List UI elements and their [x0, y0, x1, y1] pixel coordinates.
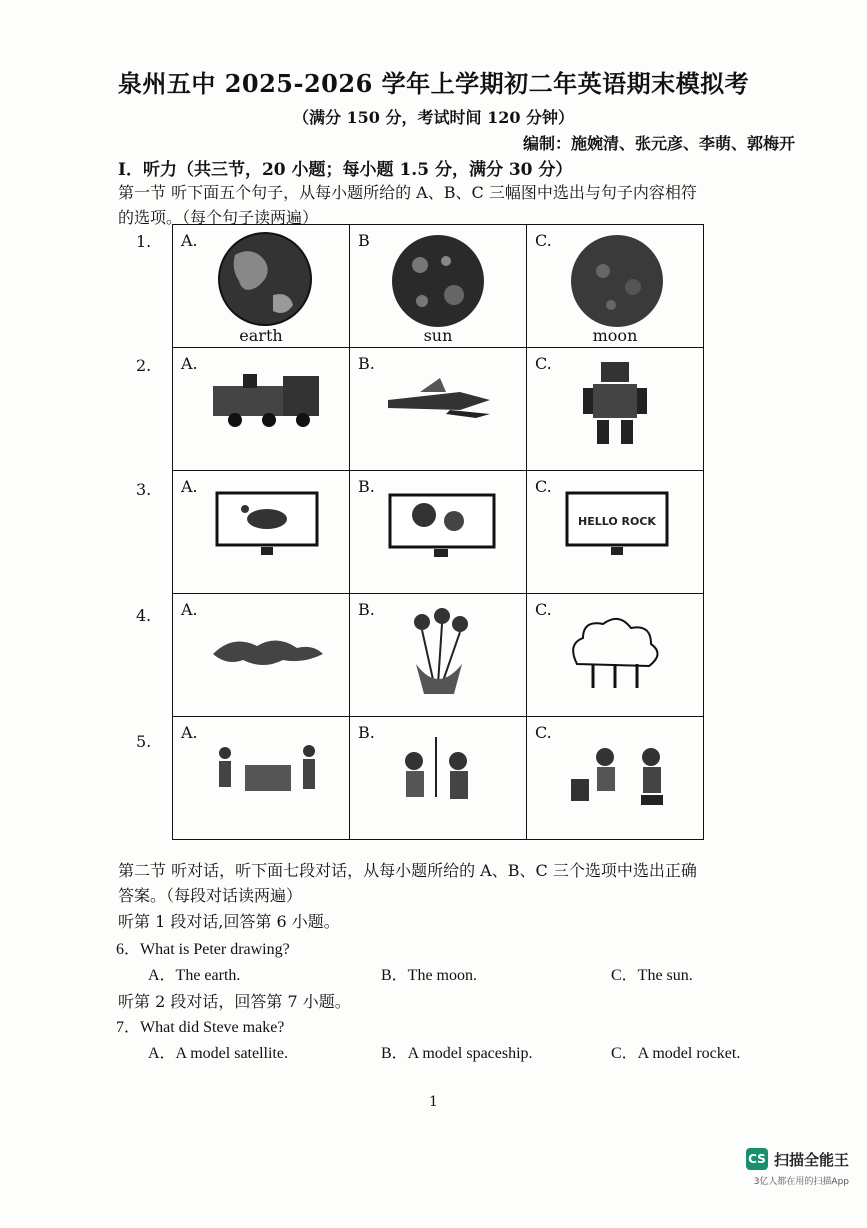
question-6: 6．What is Peter drawing? — [116, 941, 290, 958]
q7-choice-b[interactable]: B．A model spaceship. — [381, 1045, 533, 1062]
option-cell[interactable] — [527, 594, 704, 717]
option-letter: C. — [535, 600, 552, 619]
dragon-cloud-icon — [173, 594, 349, 716]
q6-choice-a[interactable]: A．The earth. — [148, 967, 241, 984]
planet-screen-icon — [173, 471, 349, 593]
robot-toy-icon — [527, 348, 703, 470]
question-number: 5. — [136, 732, 152, 751]
hello-rock-screen-icon — [527, 471, 703, 593]
q6-choice-c[interactable]: C．The sun. — [611, 967, 693, 984]
option-letter: C. — [535, 231, 552, 250]
question-7: 7．What did Steve make? — [116, 1019, 285, 1036]
option-letter: B. — [358, 354, 375, 373]
dialog-2-instruction: 听第 2 段对话，回答第 7 小题。 — [118, 992, 351, 1011]
editors-line: 编制：施婉清、张元彦、李萌、郭梅开 — [522, 134, 795, 153]
option-letter: B — [358, 231, 370, 250]
option-cell[interactable] — [173, 225, 350, 348]
section-heading: I．听力（共三节，20 小题；每小题 1.5 分，满分 30 分） — [118, 160, 573, 180]
option-cell[interactable] — [527, 471, 704, 594]
option-letter: A. — [181, 477, 198, 496]
part2-instruction: 第二节 听对话，听下面七段对话，从每小题所给的 A、B、C 三个选项中选出正确 — [118, 861, 697, 880]
scanner-tagline: 3亿人都在用的扫描App — [753, 1177, 849, 1187]
spaceship-toy-icon — [350, 348, 526, 470]
question-number: 3. — [136, 480, 152, 499]
option-cell[interactable] — [350, 594, 527, 717]
option-cell[interactable] — [527, 348, 704, 471]
picture-options-table — [172, 224, 704, 840]
option-cell[interactable] — [527, 225, 704, 348]
option-cell[interactable] — [527, 717, 704, 840]
q7-choice-c[interactable]: C．A model rocket. — [611, 1045, 741, 1062]
q6-choice-b[interactable]: B．The moon. — [381, 967, 477, 984]
option-letter: A. — [181, 723, 198, 742]
question-number: 2. — [136, 356, 152, 375]
q7-choice-a[interactable]: A．A model satellite. — [148, 1045, 288, 1062]
option-letter: C. — [535, 354, 552, 373]
option-letter: B. — [358, 477, 375, 496]
question-number: 1. — [136, 232, 152, 251]
exam-subtitle: （满分 150 分，考试时间 120 分钟） — [292, 108, 575, 127]
option-cell[interactable] — [173, 717, 350, 840]
picture-caption: moon — [592, 326, 638, 345]
octopus-screen-icon — [350, 471, 526, 593]
option-cell[interactable] — [350, 717, 527, 840]
train-toy-icon — [173, 348, 349, 470]
part1-instruction: 第一节 听下面五个句子，从每小题所给的 A、B、C 三幅图中选出与句子内容相符 — [118, 183, 697, 202]
exam-title: 泉州五中 2025-2026 学年上学期初二年英语期末模拟考 — [117, 69, 750, 98]
option-letter: A. — [181, 231, 198, 250]
trees-icon — [527, 594, 703, 716]
option-cell[interactable] — [173, 594, 350, 717]
scanner-app-name: 扫描全能王 — [773, 1150, 849, 1169]
option-cell[interactable] — [173, 471, 350, 594]
page-number: 1 — [429, 1094, 438, 1110]
option-letter: A. — [181, 600, 198, 619]
flowers-vase-icon — [350, 594, 526, 716]
question-number: 4. — [136, 606, 152, 625]
people-reading-board-icon — [173, 717, 349, 839]
part2-instruction-cont: 答案。（每段对话读两遍） — [118, 886, 303, 905]
option-letter: B. — [358, 723, 375, 742]
kids-planting-icon — [350, 717, 526, 839]
option-letter: A. — [181, 354, 198, 373]
dialog-1-instruction: 听第 1 段对话,回答第 6 小题。 — [118, 912, 340, 931]
option-cell[interactable] — [350, 225, 527, 348]
option-cell[interactable] — [350, 471, 527, 594]
scanner-watermark — [746, 1148, 849, 1170]
kids-with-trash-bins-icon — [527, 717, 703, 839]
option-letter: B. — [358, 600, 375, 619]
screen-text: HELLO ROCK — [578, 515, 656, 528]
scanner-logo-icon: CS — [746, 1148, 768, 1170]
part1-instruction-cont: 的选项。（每个句子读两遍） — [118, 208, 319, 227]
option-letter: C. — [535, 477, 552, 496]
option-cell[interactable] — [350, 348, 527, 471]
picture-caption: earth — [239, 326, 283, 345]
option-letter: C. — [535, 723, 552, 742]
option-cell[interactable] — [173, 348, 350, 471]
picture-caption: sun — [423, 326, 453, 345]
